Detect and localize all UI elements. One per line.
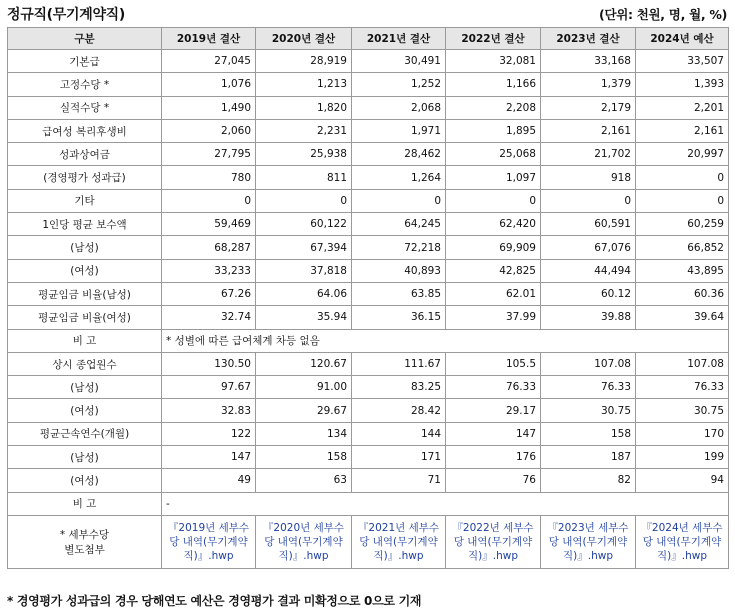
column-header-year: 2022년 결산 <box>446 28 541 50</box>
table-cell: 111.67 <box>352 352 446 375</box>
table-cell: 91.00 <box>256 376 352 399</box>
table-cell: 94 <box>636 469 729 492</box>
table-row <box>8 143 729 166</box>
table-cell: 0 <box>636 189 729 212</box>
table-cell: 32,081 <box>446 50 541 73</box>
table-cell: 60.36 <box>636 282 729 305</box>
table-cell: 62,420 <box>446 213 541 236</box>
table-cell: 76.33 <box>541 376 636 399</box>
table-cell: 30.75 <box>636 399 729 422</box>
table-cell: 1,379 <box>541 73 636 96</box>
table-cell: 122 <box>162 422 256 445</box>
table-cell: 1,490 <box>162 96 256 119</box>
table-cell: 82 <box>541 469 636 492</box>
table-cell: 68,287 <box>162 236 256 259</box>
column-header-year: 2019년 결산 <box>162 28 256 50</box>
table-cell: 67,394 <box>256 236 352 259</box>
column-header-year: 2023년 결산 <box>541 28 636 50</box>
table-cell: 2,060 <box>162 119 256 142</box>
row-label: 비 고 <box>8 329 162 352</box>
table-row <box>8 96 729 119</box>
table-row <box>8 306 729 329</box>
table-cell: 2,201 <box>636 96 729 119</box>
table-cell: 28,919 <box>256 50 352 73</box>
column-header-year: 2020년 결산 <box>256 28 352 50</box>
table-cell: 60,259 <box>636 213 729 236</box>
table-cell: 0 <box>636 166 729 189</box>
table-cell: 187 <box>541 446 636 469</box>
table-cell: 1,264 <box>352 166 446 189</box>
table-header-row <box>8 28 729 50</box>
table-cell: 780 <box>162 166 256 189</box>
attachment-cell <box>541 515 636 568</box>
table-cell: 36.15 <box>352 306 446 329</box>
table-cell: 37,818 <box>256 259 352 282</box>
row-label: 1인당 평균 보수액 <box>8 213 162 236</box>
row-label: (여성) <box>8 469 162 492</box>
table-cell: 25,938 <box>256 143 352 166</box>
row-label: 평균근속연수(개월) <box>8 422 162 445</box>
table-cell: 59,469 <box>162 213 256 236</box>
table-cell: 35.94 <box>256 306 352 329</box>
table-cell: 20,997 <box>636 143 729 166</box>
table-cell: 811 <box>256 166 352 189</box>
table-cell: 76 <box>446 469 541 492</box>
table-cell: 37.99 <box>446 306 541 329</box>
table-cell: 32.74 <box>162 306 256 329</box>
column-header-year: 2024년 예산 <box>636 28 729 50</box>
table-cell: 0 <box>162 189 256 212</box>
attachment-cell <box>636 515 729 568</box>
table-cell: 39.88 <box>541 306 636 329</box>
table-row <box>8 259 729 282</box>
row-label: 급여성 복리후생비 <box>8 119 162 142</box>
row-label: 비 고 <box>8 492 162 515</box>
footnote: * 경영평가 성과급의 경우 당해연도 예산은 경영평가 결과 미확정으로 0으로 기재 <box>7 594 422 608</box>
row-label: 기본급 <box>8 50 162 73</box>
table-row <box>8 50 729 73</box>
table-cell: 83.25 <box>352 376 446 399</box>
row-label: 성과상여금 <box>8 143 162 166</box>
table-cell: 0 <box>256 189 352 212</box>
table-cell: 44,494 <box>541 259 636 282</box>
table-cell: 0 <box>541 189 636 212</box>
table-cell: 66,852 <box>636 236 729 259</box>
table-cell: 1,393 <box>636 73 729 96</box>
column-header-category: 구분 <box>8 28 162 50</box>
attachment-file-link[interactable]: 『2020년 세부수당 내역(무기계약직)』.hwp <box>262 521 345 562</box>
table-cell: 1,076 <box>162 73 256 96</box>
attachment-cell <box>352 515 446 568</box>
table-cell: 67.26 <box>162 282 256 305</box>
attachment-file-link[interactable]: 『2022년 세부수당 내역(무기계약직)』.hwp <box>452 521 534 562</box>
table-cell: 63.85 <box>352 282 446 305</box>
table-cell: 30,491 <box>352 50 446 73</box>
row-label: 상시 종업원수 <box>8 352 162 375</box>
table-cell: 67,076 <box>541 236 636 259</box>
attachment-file-link[interactable]: 『2021년 세부수당 내역(무기계약직)』.hwp <box>357 521 440 562</box>
remark-cell: * 성별에 따른 급여체계 차등 없음 <box>162 329 729 352</box>
attachment-cell <box>162 515 256 568</box>
table-cell: 2,179 <box>541 96 636 119</box>
page-title: 정규직(무기계약직) <box>7 7 125 23</box>
table-cell: 2,231 <box>256 119 352 142</box>
table-cell: 0 <box>446 189 541 212</box>
table-row <box>8 189 729 212</box>
table-cell: 25,068 <box>446 143 541 166</box>
table-row <box>8 213 729 236</box>
column-header-year: 2021년 결산 <box>352 28 446 50</box>
table-row <box>8 399 729 422</box>
table-row <box>8 236 729 259</box>
table-cell: 32.83 <box>162 399 256 422</box>
table-cell: 2,068 <box>352 96 446 119</box>
attachment-cell <box>256 515 352 568</box>
table-cell: 1,895 <box>446 119 541 142</box>
table-row <box>8 492 729 515</box>
attachment-label-line2: 별도첨부 <box>64 543 105 556</box>
table-cell: 1,213 <box>256 73 352 96</box>
attachment-file-link[interactable]: 『2019년 세부수당 내역(무기계약직)』.hwp <box>167 521 250 562</box>
remark-cell: - <box>162 492 729 515</box>
table-cell: 1,252 <box>352 73 446 96</box>
row-label: (여성) <box>8 399 162 422</box>
attachment-label <box>8 515 162 568</box>
row-label: (여성) <box>8 259 162 282</box>
table-cell: 199 <box>636 446 729 469</box>
table-cell: 107.08 <box>541 352 636 375</box>
table-cell: 49 <box>162 469 256 492</box>
table-cell: 144 <box>352 422 446 445</box>
table-cell: 28,462 <box>352 143 446 166</box>
table-cell: 130.50 <box>162 352 256 375</box>
table-cell: 97.67 <box>162 376 256 399</box>
table-cell: 158 <box>541 422 636 445</box>
table-cell: 60,122 <box>256 213 352 236</box>
table-row <box>8 329 729 352</box>
table-cell: 29.67 <box>256 399 352 422</box>
table-cell: 60.12 <box>541 282 636 305</box>
table-row <box>8 282 729 305</box>
table-cell: 105.5 <box>446 352 541 375</box>
table-row <box>8 469 729 492</box>
table-cell: 39.64 <box>636 306 729 329</box>
unit-label: (단위: 천원, 명, 월, %) <box>599 7 727 22</box>
table-cell: 158 <box>256 446 352 469</box>
table-cell: 1,971 <box>352 119 446 142</box>
table-cell: 71 <box>352 469 446 492</box>
table-cell: 64.06 <box>256 282 352 305</box>
table-row <box>8 422 729 445</box>
table-cell: 76.33 <box>636 376 729 399</box>
row-label: (남성) <box>8 236 162 259</box>
table-cell: 42,825 <box>446 259 541 282</box>
table-cell: 76.33 <box>446 376 541 399</box>
table-cell: 21,702 <box>541 143 636 166</box>
row-label: (남성) <box>8 376 162 399</box>
table-body <box>8 50 729 569</box>
table-cell: 62.01 <box>446 282 541 305</box>
table-cell: 30.75 <box>541 399 636 422</box>
table-cell: 40,893 <box>352 259 446 282</box>
compensation-table <box>7 27 729 569</box>
table-cell: 43,895 <box>636 259 729 282</box>
table-cell: 918 <box>541 166 636 189</box>
table-cell: 107.08 <box>636 352 729 375</box>
table-cell: 176 <box>446 446 541 469</box>
table-cell: 0 <box>352 189 446 212</box>
table-row <box>8 352 729 375</box>
row-label: 고정수당 * <box>8 73 162 96</box>
table-cell: 147 <box>162 446 256 469</box>
table-row <box>8 446 729 469</box>
row-label: 기타 <box>8 189 162 212</box>
table-cell: 27,795 <box>162 143 256 166</box>
table-cell: 27,045 <box>162 50 256 73</box>
table-cell: 147 <box>446 422 541 445</box>
table-row <box>8 119 729 142</box>
row-label: 실적수당 * <box>8 96 162 119</box>
table-cell: 28.42 <box>352 399 446 422</box>
table-cell: 1,820 <box>256 96 352 119</box>
attachment-row <box>8 515 729 568</box>
table-cell: 2,161 <box>541 119 636 142</box>
row-label: 평균임금 비율(여성) <box>8 306 162 329</box>
table-cell: 134 <box>256 422 352 445</box>
table-row <box>8 376 729 399</box>
table-row <box>8 73 729 96</box>
attachment-label-line1: * 세부수당 <box>59 528 110 541</box>
table-cell: 69,909 <box>446 236 541 259</box>
attachment-cell <box>446 515 541 568</box>
table-cell: 2,208 <box>446 96 541 119</box>
table-cell: 171 <box>352 446 446 469</box>
row-label: (남성) <box>8 446 162 469</box>
attachment-file-link[interactable]: 『2024년 세부수당 내역(무기계약직)』.hwp <box>641 521 723 562</box>
table-cell: 170 <box>636 422 729 445</box>
table-cell: 63 <box>256 469 352 492</box>
table-cell: 64,245 <box>352 213 446 236</box>
table-cell: 1,166 <box>446 73 541 96</box>
attachment-file-link[interactable]: 『2023년 세부수당 내역(무기계약직)』.hwp <box>547 521 629 562</box>
table-row <box>8 166 729 189</box>
table-cell: 60,591 <box>541 213 636 236</box>
table-cell: 33,507 <box>636 50 729 73</box>
row-label: (경영평가 성과급) <box>8 166 162 189</box>
table-cell: 2,161 <box>636 119 729 142</box>
table-cell: 29.17 <box>446 399 541 422</box>
page-header <box>0 0 735 26</box>
table-cell: 120.67 <box>256 352 352 375</box>
row-label: 평균임금 비율(남성) <box>8 282 162 305</box>
table-cell: 33,233 <box>162 259 256 282</box>
table-cell: 33,168 <box>541 50 636 73</box>
table-cell: 1,097 <box>446 166 541 189</box>
table-cell: 72,218 <box>352 236 446 259</box>
